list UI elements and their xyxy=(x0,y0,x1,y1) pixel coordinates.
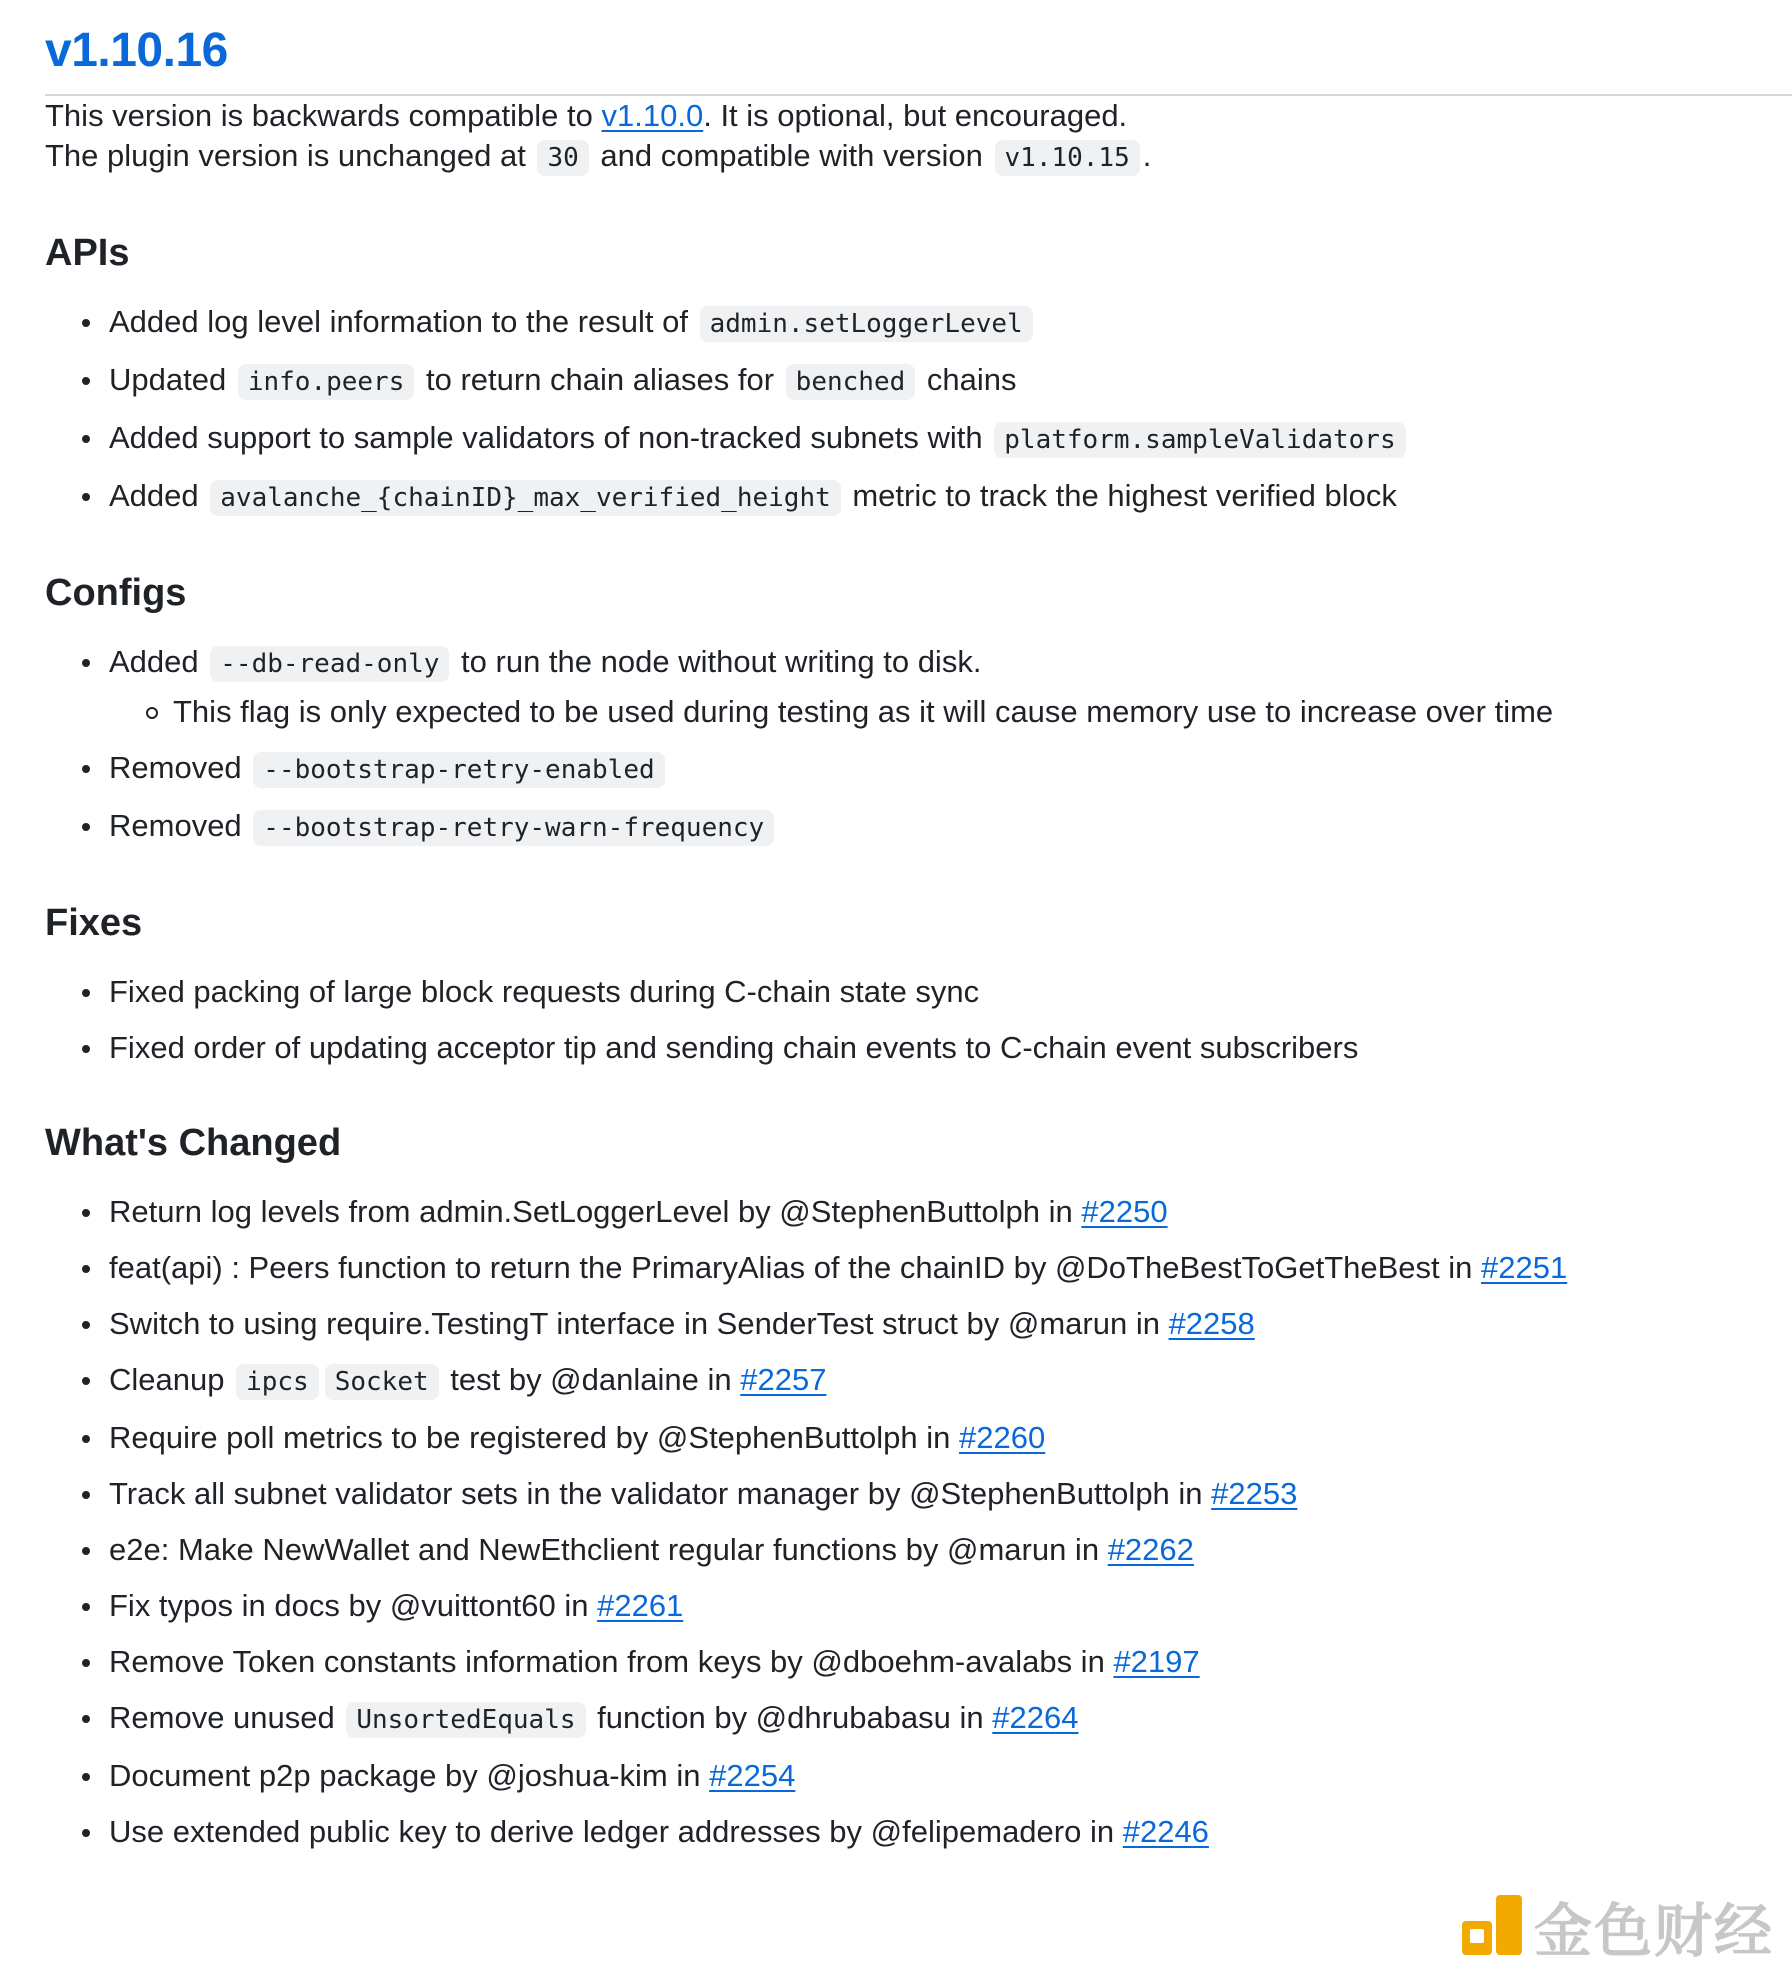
list-item xyxy=(45,1192,1792,1232)
inline-code: ipcs xyxy=(236,1364,319,1400)
list-item xyxy=(45,748,1792,790)
list-item xyxy=(45,1304,1792,1344)
list-item xyxy=(45,1586,1792,1626)
fixes-list xyxy=(45,972,1792,1068)
configs-sublist xyxy=(109,692,1792,732)
list-item xyxy=(45,1418,1792,1458)
list-item xyxy=(45,1756,1792,1796)
watermark-text: 金色财经 xyxy=(1533,1897,1774,1965)
plugin-text: The plugin version is unchanged at xyxy=(45,138,535,173)
pr-link[interactable]: #2260 xyxy=(959,1420,1046,1455)
list-item xyxy=(45,302,1792,344)
item-text: Remove unused xyxy=(109,1700,344,1735)
pr-link[interactable]: #2250 xyxy=(1081,1194,1168,1229)
item-text: Require poll metrics to be registered by @StephenButtolph in xyxy=(109,1420,959,1455)
apis-heading: APIs xyxy=(45,232,130,274)
inline-code: Socket xyxy=(325,1364,439,1400)
item-text: Use extended public key to derive ledger addresses by @felipemadero in xyxy=(109,1814,1123,1849)
pr-link[interactable]: #2197 xyxy=(1113,1644,1200,1679)
list-item xyxy=(45,418,1792,460)
configs-list xyxy=(45,642,1792,848)
list-item xyxy=(45,1642,1792,1682)
release-notes xyxy=(45,0,1792,1868)
pr-link[interactable]: #2261 xyxy=(597,1588,684,1623)
item-text: Added log level information to the result of xyxy=(109,304,697,339)
item-text: test by @danlaine in xyxy=(441,1362,741,1397)
item-text: Fix typos in docs by @vuittont60 in xyxy=(109,1588,598,1623)
list-item xyxy=(45,476,1792,518)
item-text: Document p2p package by @joshua-kim in xyxy=(109,1758,710,1793)
list-item xyxy=(45,1474,1792,1514)
watermark xyxy=(1462,1884,1774,1968)
configs-heading: Configs xyxy=(45,572,187,614)
item-text: Added xyxy=(109,644,208,679)
list-item xyxy=(45,360,1792,402)
compat-text-after: . It is optional, but encouraged. xyxy=(703,98,1128,133)
inline-code: UnsortedEquals xyxy=(346,1702,585,1738)
pr-link[interactable]: #2262 xyxy=(1107,1532,1194,1567)
list-item xyxy=(45,1812,1792,1852)
list-item: Fixed packing of large block requests during C-chain state sync xyxy=(45,972,1792,1012)
inline-code: admin.setLoggerLevel xyxy=(700,306,1033,342)
item-text: Updated xyxy=(109,362,235,397)
inline-code: --bootstrap-retry-warn-frequency xyxy=(253,810,774,846)
list-item xyxy=(45,642,1792,732)
pr-link[interactable]: #2257 xyxy=(740,1362,827,1397)
item-text: Switch to using require.TestingT interface in SenderTest struct by @marun in xyxy=(109,1306,1169,1341)
compat-paragraph xyxy=(45,96,1792,136)
list-item xyxy=(45,1248,1792,1288)
item-text: Return log levels from admin.SetLoggerLevel by @StephenButtolph in xyxy=(109,1194,1082,1229)
inline-code: platform.sampleValidators xyxy=(994,422,1405,458)
item-text: Removed xyxy=(109,750,251,785)
item-text: Remove Token constants information from keys by @dboehm-avalabs in xyxy=(109,1644,1114,1679)
jinse-logo-icon xyxy=(1462,1895,1524,1957)
apis-list xyxy=(45,302,1792,518)
inline-code: --db-read-only xyxy=(210,646,449,682)
pr-link[interactable]: #2258 xyxy=(1168,1306,1255,1341)
whats-changed-heading: What's Changed xyxy=(45,1122,342,1164)
item-text: Cleanup xyxy=(109,1362,234,1397)
plugin-text-mid: and compatible with version xyxy=(591,138,992,173)
item-text: Track all subnet validator sets in the validator manager by @StephenButtolph in xyxy=(109,1476,1212,1511)
item-text: Added xyxy=(109,478,208,513)
list-item xyxy=(45,1698,1792,1740)
pr-link[interactable]: #2246 xyxy=(1122,1814,1209,1849)
plugin-text-after: . xyxy=(1142,138,1152,173)
plugin-paragraph xyxy=(45,136,1792,178)
fixes-heading: Fixes xyxy=(45,902,143,944)
compatible-version-code: v1.10.15 xyxy=(995,140,1140,176)
release-title-link[interactable]: v1.10.16 xyxy=(45,24,228,77)
list-item xyxy=(45,1530,1792,1570)
inline-code: avalanche_{chainID}_max_verified_height xyxy=(210,480,840,516)
compat-text: This version is backwards compatible to xyxy=(45,98,602,133)
item-text: Added support to sample validators of non-tracked subnets with xyxy=(109,420,992,455)
pr-link[interactable]: #2251 xyxy=(1481,1250,1568,1285)
compat-version-link[interactable]: v1.10.0 xyxy=(601,98,704,133)
sub-list-item: This flag is only expected to be used during testing as it will cause memory use to increase over time xyxy=(109,692,1792,732)
item-text: to run the node without writing to disk. xyxy=(452,644,982,679)
pr-link[interactable]: #2253 xyxy=(1211,1476,1298,1511)
list-item xyxy=(45,1360,1792,1402)
list-item: Fixed order of updating acceptor tip and sending chain events to C-chain event subscribers xyxy=(45,1028,1792,1068)
item-text: chains xyxy=(918,362,1017,397)
item-text: feat(api) : Peers function to return the PrimaryAlias of the chainID by @DoTheBestToGetTheBest in xyxy=(109,1250,1481,1285)
list-item xyxy=(45,806,1792,848)
item-text: Removed xyxy=(109,808,251,843)
whats-changed-list xyxy=(45,1192,1792,1852)
item-text: e2e: Make NewWallet and NewEthclient regular functions by @marun in xyxy=(109,1532,1108,1567)
item-text: to return chain aliases for xyxy=(417,362,783,397)
item-text: metric to track the highest verified block xyxy=(843,478,1397,513)
inline-code: benched xyxy=(786,364,916,400)
pr-link[interactable]: #2254 xyxy=(709,1758,796,1793)
inline-code: info.peers xyxy=(238,364,415,400)
plugin-version-code: 30 xyxy=(537,140,588,176)
inline-code: --bootstrap-retry-enabled xyxy=(253,752,664,788)
item-text: function by @dhrubabasu in xyxy=(588,1700,993,1735)
pr-link[interactable]: #2264 xyxy=(992,1700,1079,1735)
